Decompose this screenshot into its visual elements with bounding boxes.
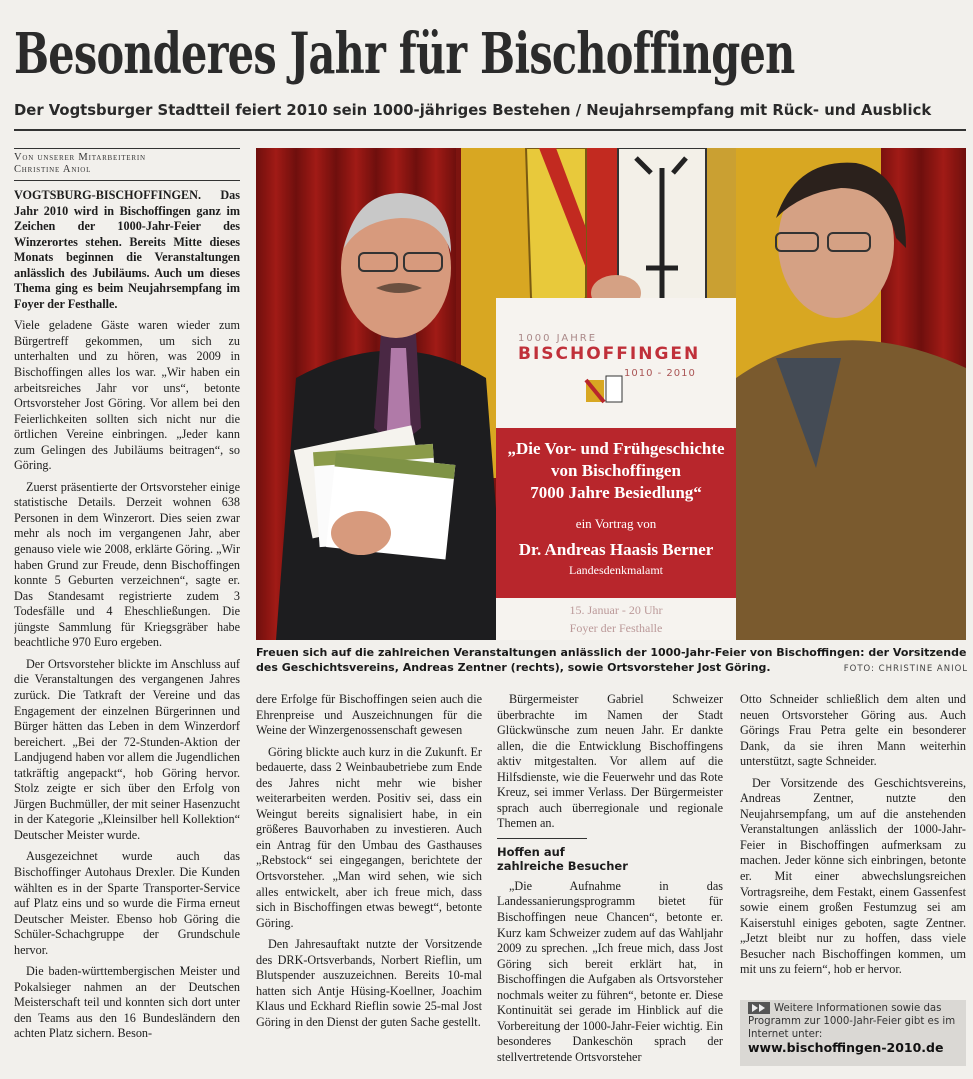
- article-photo: [256, 148, 966, 640]
- paragraph: Göring blickte auch kurz in die Zukunft. Er bedauerte, dass 2 Weinbaubetriebe zum Ende des Jahres nicht mehr wie bisher weiterarbeiten werden. Positiv sei, dass ein Weingut bereits signalisiert habe, in ein größeres Bauvorhaben zu investieren. Auch ein Antrag für den Umbau des Gasthauses „Rebstock“ sei eingegangen, berichtete der Ortsvorsteher. „Man wird sehen, wie sich alles entwickelt, aber ich freue mich, dass sich in Bischoffingen etwas bewegt“, betonte Göring.: [256, 744, 482, 930]
- column-4: [740, 692, 966, 992]
- poster-venue: Foyer der Festhalle: [569, 621, 663, 635]
- double-arrow-icon: [748, 1002, 770, 1014]
- paragraph: „Die Aufnahme in das Landessanierungsprogramm bietet für Bischoffingen neue Chancen“, betonte er. Kurz kam Schweizer zudem auf das Wahljahr 2009 zu sprechen. „Ich freue mich, dass Jost Göring sich bereit erklärt hat, in Bischoffingen die Aufgaben als Ortsvorsteher nochmals weiter zu führen“, betonte er. Diese Kontinuität sei gerade im Hinblick auf die Vorbereitung der 1000-Jahr-Feier wichtig. Ein besonderes Dankeschön sprach der stellvertretende Ortsvorsteher: [497, 878, 723, 1064]
- lead-paragraph: VOGTSBURG-BISCHOFFINGEN. Das Jahr 2010 wird in Bischoffingen ganz im Zeichen der 1000-Jahr-Feier des Winzerortes stehen. Bereits Mitte dieses Monats beginnen die Veranstaltungen anlässlich des Jubiläums. Auch um dieses Thema ging es beim Neujahrsempfang im Foyer der Festhalle.: [14, 188, 240, 311]
- poster-top-line: 1000 JAHRE: [518, 333, 598, 344]
- byline-author-role: Von unserer Mitarbeiterin: [14, 152, 146, 163]
- poster-speaker: Dr. Andreas Haasis Berner: [518, 540, 714, 559]
- poster-town: BISCHOFFINGEN: [518, 344, 701, 364]
- paragraph: Bürgermeister Gabriel Schweizer überbrachte im Namen der Stadt Glückwünsche zum neuen Jahr. Er dankte allen, die die Entwicklung Bischoffingens aktiv mitgestalten. Vor allem auf die Hilfsdienste, wie die Feuerwehr und das Rote Kreuz, sei immer Verlass. Der Bürgermeister sprach auch überregionale und regionale Themen an.: [497, 692, 723, 831]
- poster-talk-title-line: „Die Vor- und Frühgeschichte: [507, 439, 725, 458]
- info-text: Weitere Informationen sowie das Programm zur 1000-Jahr-Feier gibt es im Internet unter:: [748, 1003, 956, 1040]
- info-box: [740, 1000, 966, 1066]
- paragraph: dere Erfolge für Bischoffingen seien auch die Ehrenpreise und Auszeichnungen für die Weine der Winzergenossenschaft gewesen: [256, 692, 482, 738]
- column-3: [497, 692, 723, 1072]
- paragraph: Otto Schneider schließlich dem alten und neuen Ortsvorsteher Göring aus. Auch Görings Frau Petra gelte ein besonderer Dank, da sie ihren Mann weiterhin unterstützt, sagte Schneider.: [740, 692, 966, 769]
- byline-author-name: Christine Aniol: [14, 164, 92, 175]
- poster-talk-title: [498, 438, 734, 504]
- poster-talk-title-line: 7000 Jahre Besiedlung“: [530, 483, 702, 502]
- paragraph: Zuerst präsentierte der Ortsvorsteher einige statistische Details. Derzeit wohnen 638 Personen in dem Winzerort. Dies seien zwar mehr als noch im vergangenen Jahr, aber genauso viele wie 2008, erklärte Göring. „Wir haben Grund zur Freude, denn Bischoffingen konnte 5 Geburten verzeichnen“, sagte er. Das Standesamt registrierte zudem 3 Todesfälle und 4 Eheschließungen. Die jüngste Sammlung für Kriegsgräber habe beachtliche 970 Euro ergeben.: [14, 479, 240, 650]
- header-rule: [14, 129, 966, 131]
- section-rule: [497, 838, 587, 839]
- paragraph: Der Vorsitzende des Geschichtsvereins, Andreas Zentner, nutzte den Neujahrsempfang, um auf die anstehenden Veranstaltungen anlässlich der 1000-Jahr-Feier in Bischoffingen aufmerksam zu machen. Jeder könne sich einbringen, betonte er. Mit einer abwechslungsreichen Vortragsreihe, dem Festakt, einem Gassenfest sowie einem großen Festumzug sei am Kaiserstuhl einiges geboten, sagte Zentner. „Jetzt bleibt nur zu hoffen, dass viele Besucher nach Bischoffingen kommen, um mit uns zu feiern“, hob er hervor.: [740, 775, 966, 977]
- section-heading-line: zahlreiche Besucher: [497, 858, 628, 873]
- section-heading-line: Hoffen auf: [497, 844, 565, 859]
- byline-rule-top: [14, 148, 240, 149]
- paragraph: Ausgezeichnet wurde auch das Bischoffinger Autohaus Drexler. Die Kunden wählten es in der Sparte Transporter-Service auf Platz eins und so wurde die Firma erneut Deutscher Meister. Ebenso hob Göring die Schüler-Schachgruppe der Grundschule hervor.: [14, 849, 240, 957]
- info-url-link[interactable]: www.bischoffingen-2010.de: [748, 1040, 944, 1055]
- section-heading: [497, 845, 723, 873]
- poster-talk-by: ein Vortrag von: [575, 516, 657, 531]
- paragraph: Die baden-württembergischen Meister und Pokalsieger nahmen an der Deutschen Meisterschaft teil und konnten sich dort unter den Teams aus den 16 Bundesländern den achten Platz sichern. Beson-: [14, 964, 240, 1041]
- paragraph: Der Ortsvorsteher blickte im Anschluss auf die Veranstaltungen des vergangenen Jahres zurück. Die Tatkraft der Vereine und das Engagement der einzelnen Bürgerinnen und Bürger hätten das Leben in dem Winzerdorf bereichert. „Bei der 72-Stunden-Aktion der Landjugend haben vor allem die Jugendlichen tatkräftig angepackt“, hob Göring hervor. Stolz zeigte er sich über den Erfolg von Jürgen Buchmüller, der mit seiner Hasenzucht in der Kategorie „Kleinsilber hell Kollektion“ Deutscher Meister wurde.: [14, 656, 240, 842]
- poster-date: 15. Januar - 20 Uhr: [569, 603, 663, 617]
- photo-credit: FOTO: CHRISTINE ANIOL: [843, 664, 968, 674]
- poster-years: 1010 - 2010: [624, 368, 696, 379]
- poster-office: Landesdenkmalamt: [569, 563, 663, 577]
- paragraph: Viele geladene Gäste waren wieder zum Bürgertreff gekommen, um sich zu unterhalten und zu hören, was 2009 in Bischoffingen alles los war. „Wir haben ein arbeitsreiches Jahr vor uns“, betonte Ortsvorsteher Jost Göring. Vor allem bei den Feierlichkeiten sollten sich nicht nur die örtlichen Vereine einbringen. „Jeder kann zum Gelingen des Jubiläums beitragen“, so Göring.: [14, 318, 240, 473]
- byline-rule-bottom: [14, 180, 240, 181]
- headline: Besonderes Jahr für Bischoffingen: [14, 21, 795, 87]
- column-2: [256, 692, 482, 1072]
- byline: [14, 152, 240, 176]
- subheadline: Der Vogtsburger Stadtteil feiert 2010 sein 1000-jähriges Bestehen / Neujahrsempfang mit Rück- und Ausblick: [14, 102, 932, 119]
- paragraph: Den Jahresauftakt nutzte der Vorsitzende des DRK-Ortsverbands, Norbert Rieflin, um Blutspender auszuzeichnen. Bereits 10-mal hatten sich Antje Hüsing-Koellner, Joachim Klaus und Eckhard Rieflin sowie 25-mal Jost Göring in den Dienst der guten Sache gestellt.: [256, 937, 482, 1029]
- column-1: [14, 188, 240, 1072]
- poster-talk-title-line: von Bischoffingen: [551, 461, 681, 480]
- caption-text: Freuen sich auf die zahlreichen Veranstaltungen anlässlich der 1000-Jahr-Feier von Bischoffingen: der Vorsitzende des Geschichtsvereins, Andreas Zentner (rechts), sowie Ortsvorsteher Jost Göring.: [256, 646, 967, 674]
- photo-caption: [256, 645, 968, 677]
